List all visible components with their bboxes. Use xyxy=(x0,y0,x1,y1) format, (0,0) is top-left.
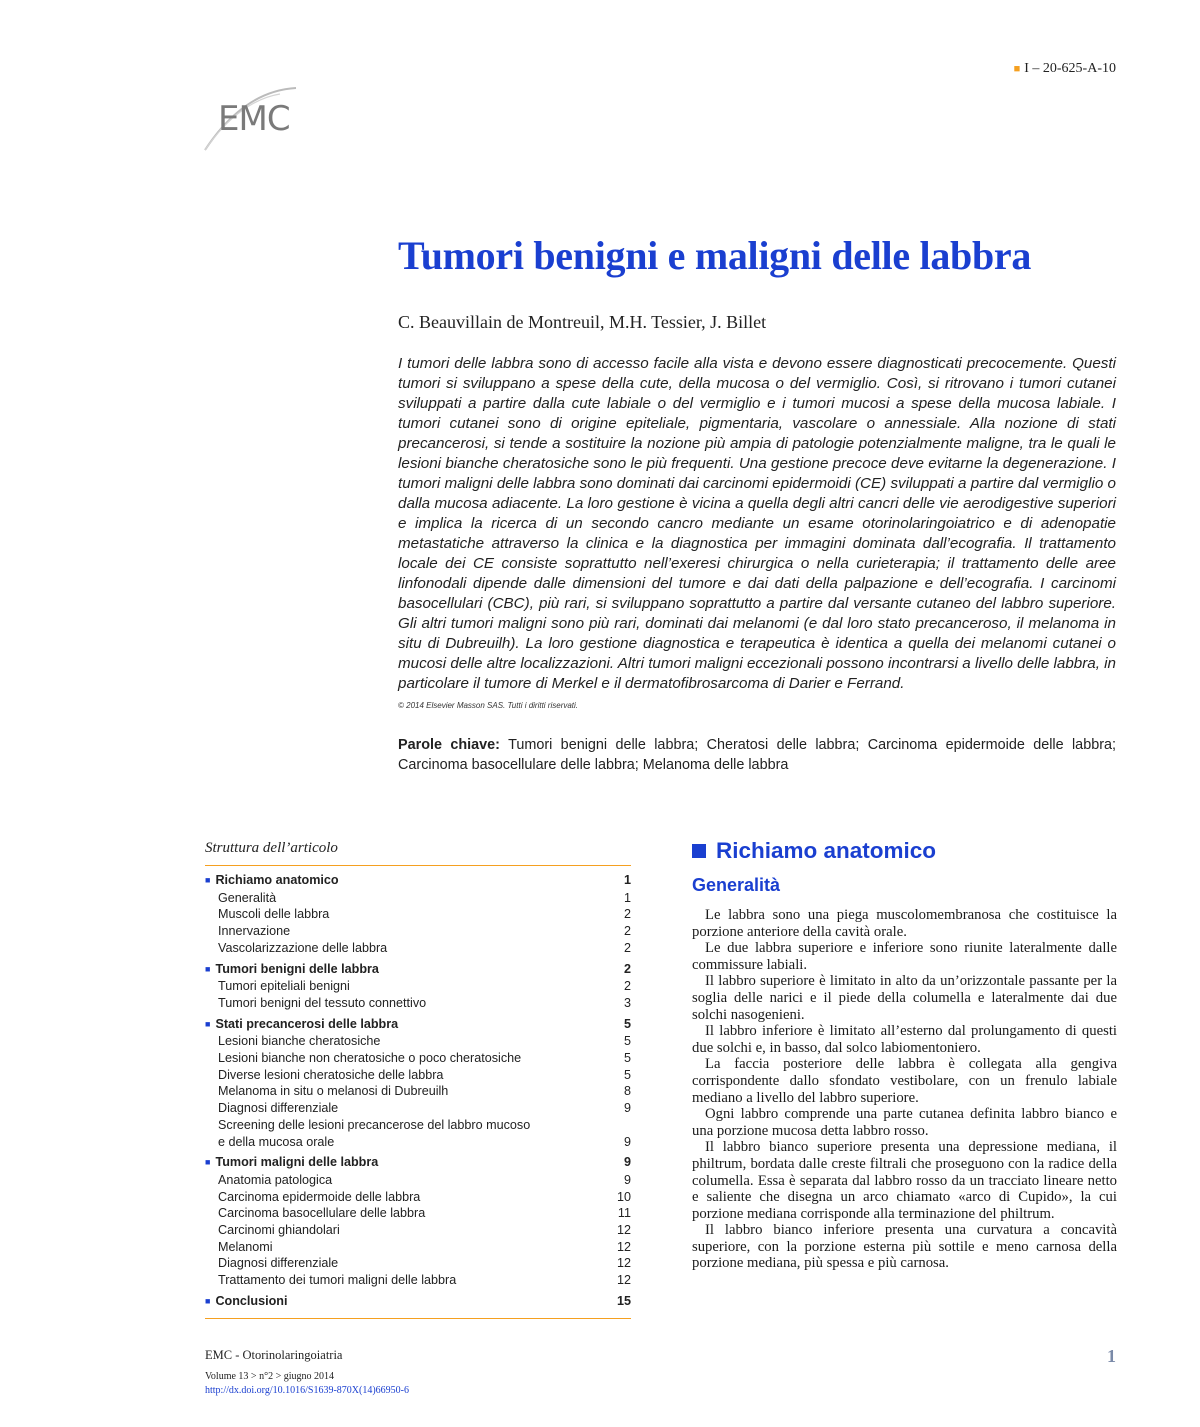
toc-entry-page: 12 xyxy=(616,1256,631,1271)
body-paragraph: La faccia posteriore delle labbra è collegata alla gengiva corrispondente dallo sfondato vestibolare, con un frenulo labiale mediano a livello del labbro superiore. xyxy=(692,1056,1117,1106)
toc-item-row[interactable] xyxy=(205,1033,631,1050)
section-heading-text: Richiamo anatomico xyxy=(716,838,937,863)
toc-entry-page: 2 xyxy=(623,924,631,939)
toc-entry-page: 5 xyxy=(623,1051,631,1066)
toc-item-row[interactable] xyxy=(205,1205,631,1222)
toc-item-row[interactable] xyxy=(205,1272,631,1289)
toc-entry-page: 10 xyxy=(616,1189,631,1204)
toc-entry-label: Diverse lesioni cheratosiche delle labbra xyxy=(218,1067,444,1082)
toc-section-row[interactable] xyxy=(205,1293,631,1311)
toc-item-row[interactable] xyxy=(205,995,631,1012)
logo-text: EMC xyxy=(218,99,290,139)
copyright: © 2014 Elsevier Masson SAS. Tutti i diritti riservati. xyxy=(398,701,579,710)
toc-entry-label: Carcinomi ghiandolari xyxy=(218,1223,340,1238)
page-number: 1 xyxy=(1107,1346,1116,1366)
toc-entry-page: 2 xyxy=(623,961,631,976)
toc-item-row[interactable] xyxy=(205,1067,631,1084)
toc-item-row[interactable] xyxy=(205,1134,631,1151)
toc-entry-label: Anatomia patologica xyxy=(218,1172,333,1187)
emc-logo xyxy=(200,72,300,152)
toc-section-row[interactable] xyxy=(205,1154,631,1172)
toc-entry-label: Vascolarizzazione delle labbra xyxy=(218,940,388,955)
toc-entry-label: Tumori benigni del tessuto connettivo xyxy=(218,995,427,1010)
toc-item-row[interactable] xyxy=(205,978,631,995)
toc-section xyxy=(205,872,631,957)
toc-entry-page: 9 xyxy=(623,1155,631,1170)
toc-entry-page: 8 xyxy=(623,1084,631,1099)
toc-entry-page: 5 xyxy=(623,1034,631,1049)
toc-item-row[interactable] xyxy=(205,1189,631,1206)
toc-title: Struttura dell’articolo xyxy=(205,840,338,856)
toc-entry-page xyxy=(611,1117,631,1134)
toc-item-row[interactable] xyxy=(205,1050,631,1067)
blue-square-icon xyxy=(692,844,706,858)
toc-entry-label: ■ Tumori benigni delle labbra xyxy=(205,961,379,979)
authors: C. Beauvillain de Montreuil, M.H. Tessier, J. Billet xyxy=(398,312,767,332)
toc-entry-label: Diagnosi differenziale xyxy=(218,1101,339,1116)
toc-entry-page: 11 xyxy=(617,1206,631,1221)
abstract: I tumori delle labbra sono di accesso facile alla vista e devono essere diagnosticati precocemente. Questi tumori si sviluppano a spese della cute, della mucosa o del vermiglio. Così, si ritrovano i tumori cutanei sviluppati a partire dalla cute labiale o del vermiglio e i tumori mucosi a spese della mucosa labiale. I tumori cutanei sono di origine epiteliale, pigmentaria, vascolare o annessiale. Alla nozione di stati precancerosi, si tende a sostituire la nozione più ampia di patologie potenzialmente maligne, tra le quali le lesioni bianche cheratosiche sono le più frequenti. Una gestione precoce deve evitarne la degenerazione. I tumori maligni delle labbra sono dominati dai carcinomi epidermoidi (CE) sviluppati a partire dal vermiglio o dalla mucosa adiacente. La loro gestione è vicina a quella degli altri cancri delle vie aerodigestive superiori e implica la ricerca di un secondo cancro mediante un esame otorinolaringoiatrico e di adenopatie metastatiche attraverso la clinica e la diagnostica per immagini dominata dall’ecografia. Il trattamento locale dei CE consiste soprattutto nell’exeresi chirurgica o nella curieterapia; il trattamento delle aree linfonodali dipende dalle dimensioni del tumore e dai dati della palpazione e dell’ecografia. I carcinomi basocellulari (CBC), più rari, si sviluppano soprattutto a partire dal versante cutaneo del labbro superiore. Gli altri tumori maligni sono più rari, dominati dai melanomi (e dal loro stato precanceroso, il melanoma in situ di Dubreuilh). La loro gestione diagnostica e terapeutica è identica a quella dei melanomi cutanei o mucosi delle altre localizzazioni. Altri tumori maligni eccezionali possono incontrarsi a livello delle labbra, in particolare il tumore di Merkel e il dermatofibrosarcoma di Darier e Ferrand. xyxy=(398,355,1116,692)
toc-item-row[interactable] xyxy=(205,940,631,957)
toc-top-rule xyxy=(205,865,631,866)
toc-section-row[interactable] xyxy=(205,872,631,890)
toc-entry-label: Muscoli delle labbra xyxy=(218,907,330,922)
toc-entry-page: 9 xyxy=(623,1101,631,1116)
toc-entry-page: 12 xyxy=(616,1223,631,1238)
body-paragraph: Il labbro superiore è limitato in alto da un’orizzontale passante per la soglia delle narici e il piede della columella e lateralmente dai due solchi nasogenieni. xyxy=(692,973,1117,1023)
toc-entry-page: 12 xyxy=(616,1273,631,1288)
body-paragraph: Ogni labbro comprende una parte cutanea definita labbro bianco e una porzione mucosa detta labbro rosso. xyxy=(692,1106,1117,1139)
toc-entry-label: Carcinoma basocellulare delle labbra xyxy=(218,1206,426,1221)
keywords-text: Tumori benigni delle labbra; Cheratosi delle labbra; Carcinoma epidermoide delle labbra; Carcinoma basocellulare delle labbra; Melanoma delle labbra xyxy=(398,737,1116,773)
toc-item-row[interactable] xyxy=(205,1255,631,1272)
subsection-heading: Generalità xyxy=(692,875,781,895)
body-paragraph: Il labbro bianco inferiore presenta una curvatura a concavità superiore, con la porzione esterna più sottile e meno carnosa della porzione mediana, più spessa e più carnosa. xyxy=(692,1222,1117,1272)
toc-item-row[interactable] xyxy=(205,923,631,940)
toc-entry-label: Carcinoma epidermoide delle labbra xyxy=(218,1189,421,1204)
toc-entry-label: Tumori epiteliali benigni xyxy=(218,979,350,994)
body-text xyxy=(692,907,1117,1272)
toc-item-row[interactable] xyxy=(205,1172,631,1189)
toc-entry-page: 2 xyxy=(623,940,631,955)
toc-list xyxy=(205,872,631,1311)
volume-info: Volume 13 > n°2 > giugno 2014 xyxy=(205,1371,334,1382)
toc-section xyxy=(205,1293,631,1311)
toc-bottom-rule xyxy=(205,1318,631,1319)
toc-entry-page: 12 xyxy=(616,1239,631,1254)
toc-entry-label: ■ Richiamo anatomico xyxy=(205,872,339,890)
journal-name: EMC - Otorinolaringoiatria xyxy=(205,1348,343,1362)
keywords xyxy=(398,736,1116,775)
article-code-text: I – 20-625-A-10 xyxy=(1024,61,1116,76)
toc-entry-page: 3 xyxy=(623,995,631,1010)
toc-entry-label: Melanoma in situ o melanosi di Dubreuilh xyxy=(218,1084,449,1099)
doi-link[interactable]: http://dx.doi.org/10.1016/S1639-870X(14)66950-6 xyxy=(205,1385,409,1396)
toc-entry-label: Diagnosi differenziale xyxy=(218,1256,339,1271)
orange-square-icon: ■ xyxy=(1013,63,1021,75)
toc-item-row[interactable] xyxy=(205,1100,631,1117)
toc-entry-page: 1 xyxy=(623,890,631,905)
keywords-label: Parole chiave: xyxy=(398,737,500,753)
toc-entry-label: Melanomi xyxy=(218,1239,273,1254)
toc-entry-label: Innervazione xyxy=(218,924,291,939)
article-title: Tumori benigni e maligni delle labbra xyxy=(398,233,1032,278)
toc-section xyxy=(205,961,631,1012)
body-paragraph: Le labbra sono una piega muscolomembranosa che costituisce la porzione anteriore della cavità orale. xyxy=(692,907,1117,940)
section-heading xyxy=(692,838,936,864)
toc-entry-page: 9 xyxy=(623,1134,631,1149)
toc-entry-label: Lesioni bianche non cheratosiche o poco cheratosiche xyxy=(218,1051,522,1066)
toc-entry-page: 1 xyxy=(623,873,631,887)
toc-entry-label: Generalità xyxy=(218,890,277,905)
toc-section-row[interactable] xyxy=(205,961,631,979)
toc-section xyxy=(205,1016,631,1151)
toc-item-row[interactable] xyxy=(205,1117,631,1134)
toc-entry-page: 2 xyxy=(623,979,631,994)
toc-entry-label: Trattamento dei tumori maligni delle labbra xyxy=(218,1273,457,1288)
toc-entry-page: 5 xyxy=(623,1016,631,1031)
toc-entry-label: ■ Conclusioni xyxy=(205,1293,288,1311)
toc-item-row[interactable] xyxy=(205,890,631,907)
toc-entry-label: Lesioni bianche cheratosiche xyxy=(218,1034,381,1049)
toc-entry-label: ■ Tumori maligni delle labbra xyxy=(205,1154,378,1172)
toc-item-row[interactable] xyxy=(205,1239,631,1256)
toc-entry-label: ■ Stati precancerosi delle labbra xyxy=(205,1016,398,1034)
body-paragraph: Il labbro inferiore è limitato all’esterno dal prolungamento di questi due solchi e, in basso, dal solco labiomentoniero. xyxy=(692,1023,1117,1056)
toc-entry-page: 9 xyxy=(623,1172,631,1187)
toc-entry-label: Screening delle lesioni precancerose del labbro mucoso xyxy=(218,1117,531,1132)
table-of-contents xyxy=(205,840,631,1319)
toc-entry-page: 2 xyxy=(623,907,631,922)
toc-entry-page: 15 xyxy=(616,1293,631,1308)
body-paragraph: Le due labbra superiore e inferiore sono riunite lateralmente dalle commissure labiali. xyxy=(692,940,1117,973)
toc-entry-page: 5 xyxy=(623,1067,631,1082)
body-paragraph: Il labbro bianco superiore presenta una depressione mediana, il philtrum, bordata dalle creste filtrali che proseguono con la radice della columella. Essa è separata dal labbro rosso da un tracciato lineare netto e saliente che disegna un arco chiamato «arco di Cupido», la cui porzione mediana corrisponde alla terminazione del philtrum. xyxy=(692,1139,1117,1222)
article-code xyxy=(1014,61,1116,77)
toc-entry-label: e della mucosa orale xyxy=(218,1134,335,1149)
toc-item-row[interactable] xyxy=(205,1222,631,1239)
toc-section-row[interactable] xyxy=(205,1016,631,1034)
toc-item-row[interactable] xyxy=(205,1083,631,1100)
toc-section xyxy=(205,1154,631,1289)
toc-item-row[interactable] xyxy=(205,906,631,923)
